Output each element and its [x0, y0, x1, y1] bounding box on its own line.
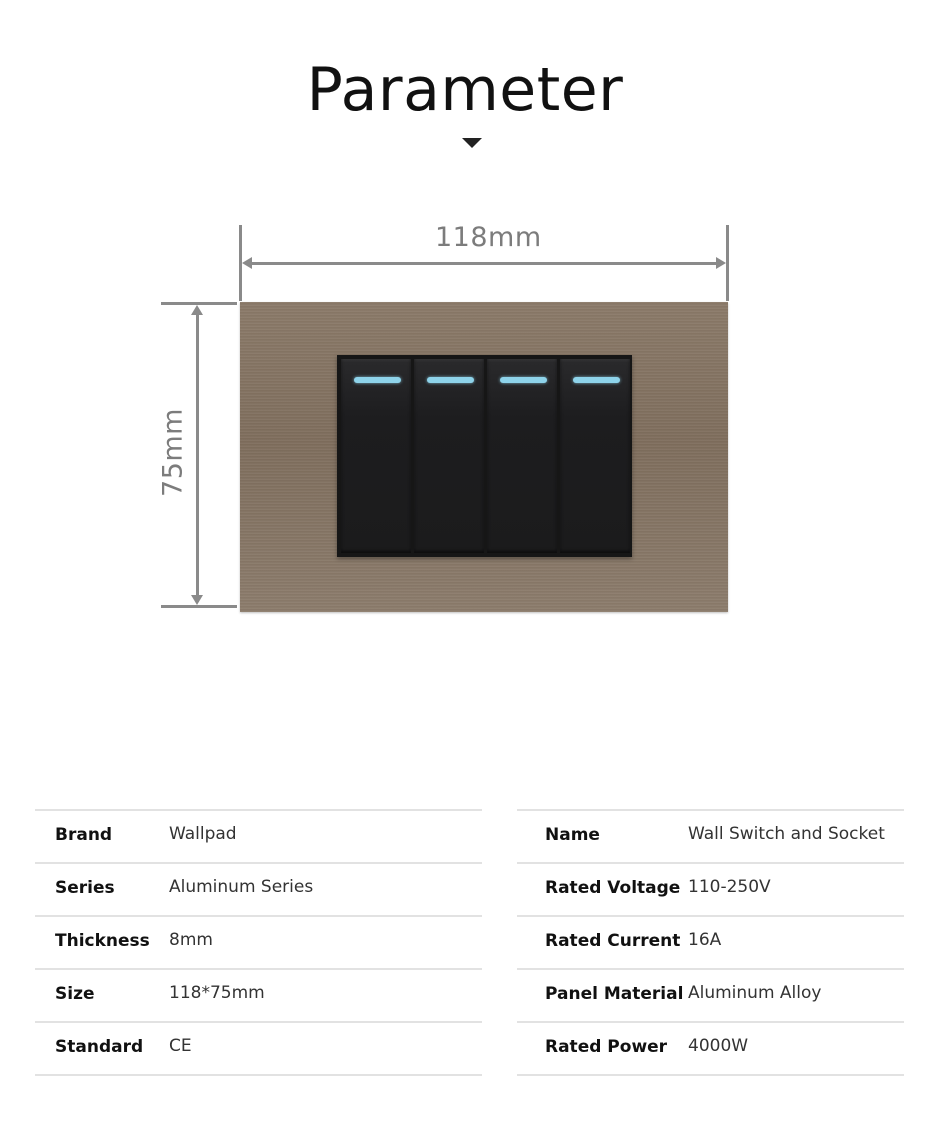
spec-value: 8mm	[169, 930, 213, 950]
rocker-switch-3	[487, 359, 557, 553]
caret-down-icon	[462, 138, 482, 148]
spec-row	[517, 1023, 904, 1076]
arrow-up-icon	[191, 305, 203, 315]
spec-label: Brand	[55, 825, 113, 845]
height-tick-bottom	[161, 605, 237, 608]
spec-row	[35, 811, 482, 864]
height-label: 75mm	[157, 408, 189, 497]
spec-value: 118*75mm	[169, 983, 265, 1003]
spec-label: Rated Power	[545, 1037, 668, 1057]
spec-label: Panel Material	[545, 984, 684, 1004]
rocker-switch-4	[560, 359, 630, 553]
spec-table-left	[35, 809, 482, 1076]
spec-label: Rated Current	[545, 931, 681, 951]
arrow-down-icon	[191, 595, 203, 605]
spec-row	[35, 1023, 482, 1076]
spec-value: 110-250V	[688, 877, 771, 897]
spec-value: CE	[169, 1036, 192, 1056]
spec-value: Wallpad	[169, 824, 237, 844]
spec-label: Standard	[55, 1037, 144, 1057]
spec-row	[517, 811, 904, 864]
spec-label: Thickness	[55, 931, 150, 951]
indicator-light	[573, 377, 620, 383]
spec-label: Series	[55, 878, 115, 898]
spec-value: Aluminum Series	[169, 877, 314, 897]
width-line	[246, 262, 722, 265]
indicator-light	[354, 377, 401, 383]
spec-row	[35, 970, 482, 1023]
spec-label: Rated Voltage	[545, 878, 681, 898]
spec-row	[517, 917, 904, 970]
spec-value: Wall Switch and Socket	[688, 824, 885, 844]
indicator-light	[427, 377, 474, 383]
spec-label: Size	[55, 984, 95, 1004]
page-title: Parameter	[306, 55, 624, 125]
rocker-switch-1	[341, 359, 411, 553]
width-tick-right	[726, 225, 729, 301]
switch-panel-image	[240, 302, 728, 612]
indicator-light	[500, 377, 547, 383]
arrow-left-icon	[242, 257, 252, 269]
rocker-frame	[337, 355, 632, 557]
spec-value: Aluminum Alloy	[688, 983, 822, 1003]
spec-label: Name	[545, 825, 600, 845]
spec-row	[35, 864, 482, 917]
spec-value: 16A	[688, 930, 722, 950]
rocker-switch-2	[414, 359, 484, 553]
spec-row	[35, 917, 482, 970]
spec-row	[517, 864, 904, 917]
spec-row	[517, 970, 904, 1023]
width-label: 118mm	[435, 222, 542, 253]
height-line	[196, 310, 199, 602]
spec-value: 4000W	[688, 1036, 749, 1056]
spec-table-right	[517, 809, 904, 1076]
arrow-right-icon	[716, 257, 726, 269]
